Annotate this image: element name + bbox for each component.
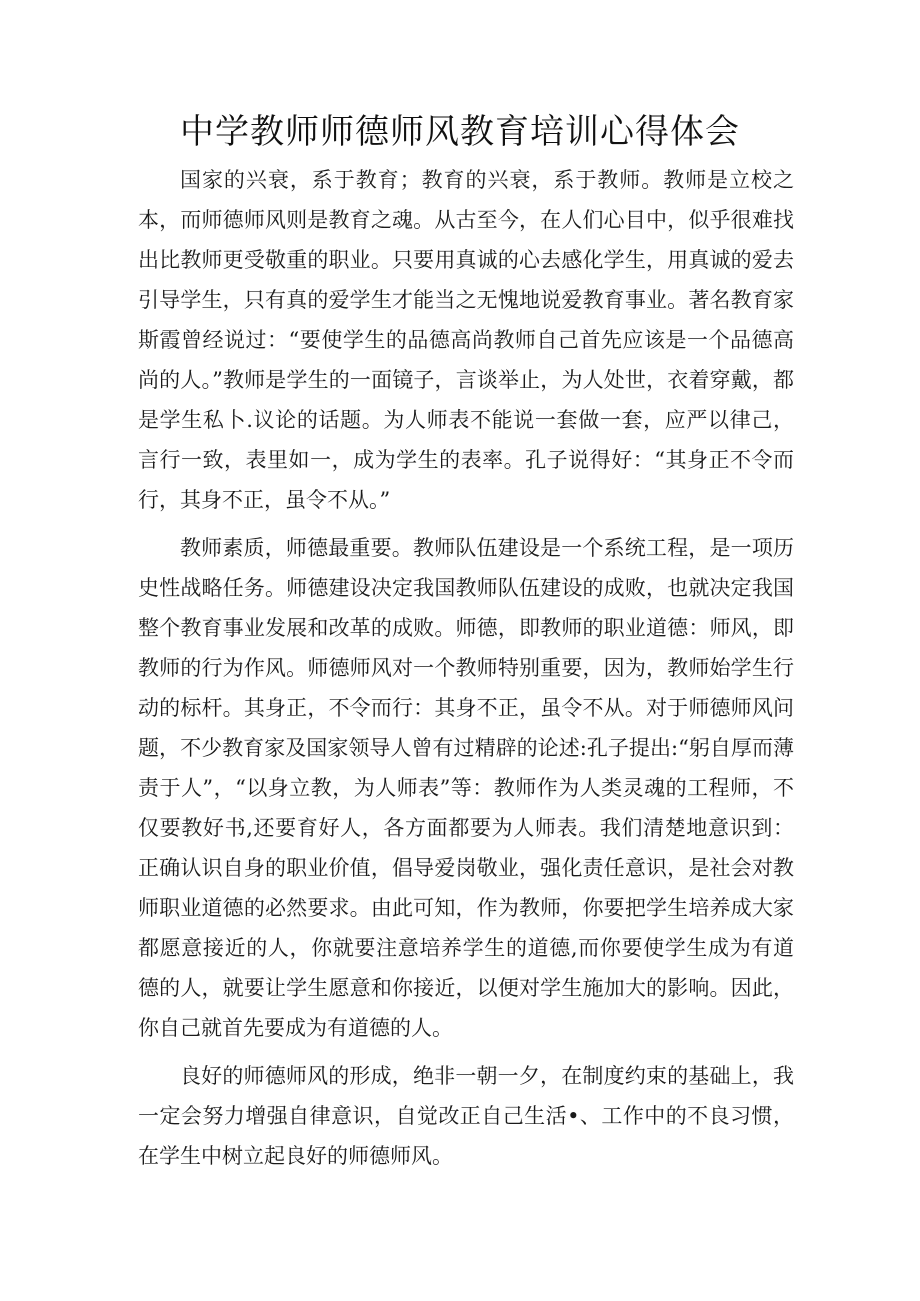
paragraph-1: 国家的兴衰，系于教育；教育的兴衰，系于教师。教师是立校之本，而师德师风则是教育之魂。从古至今，在人们心目中，似乎很难找出比教师更受敬重的职业。只要用真诚的心去感化学生，用真诚的爱去引导学生，只有真的爱学生才能当之无愧地说爱教育事业。著名教育家斯霞曾经说过：“要使学生的品德高尚教师自己首先应该是一个品德高尚的人。”教师是学生的一面镜子，言谈举止，为人处世，衣着穿戴，都是学生私卜.议论的话题。为人师表不能说一套做一套，应严以律己，言行一致，表里如一，成为学生的表率。孔子说得好：“其身正不令而行，其身不正，虽令不从。”: [138, 168, 794, 512]
document-body: [138, 160, 794, 1184]
document-title: 中学教师师德师风教育培训心得体会: [180, 112, 740, 152]
paragraph-3: 良好的师德师风的形成，绝非一朝一夕，在制度约束的基础上，我一定会努力增强自律意识，自觉改正自己生活•、工作中的不良习惯，在学生中树立起良好的师德师风。: [138, 1064, 794, 1168]
paragraph-2: 教师素质，师德最重要。教师队伍建设是一个系统工程，是一项历史性战略任务。师德建设决定我国教师队伍建设的成败，也就决定我国整个教育事业发展和改革的成败。师德，即教师的职业道德：师风，即教师的行为作风。师德师风对一个教师特别重要，因为，教师始学生行动的标杆。其身正，不令而行：其身不正，虽令不从。对于师德师风问题，不少教育家及国家领导人曾有过精辟的论述:孔子提出:“躬自厚而薄责于人”，“以身立教，为人师表”等：教师作为人类灵魂的工程师，不仅要教好书,还要育好人，各方面都要为人师表。我们清楚地意识到：正确认识自身的职业价值，倡导爱岗敬业，强化责任意识，是社会对教师职业道德的必然要求。由此可知，作为教师，你要把学生培养成大家都愿意接近的人，你就要注意培养学生的道德,而你要使学生成为有道德的人，就要让学生愿意和你接近，以便对学生施加大的影响。因此，你自己就首先要成为有道德的人。: [138, 536, 794, 1040]
